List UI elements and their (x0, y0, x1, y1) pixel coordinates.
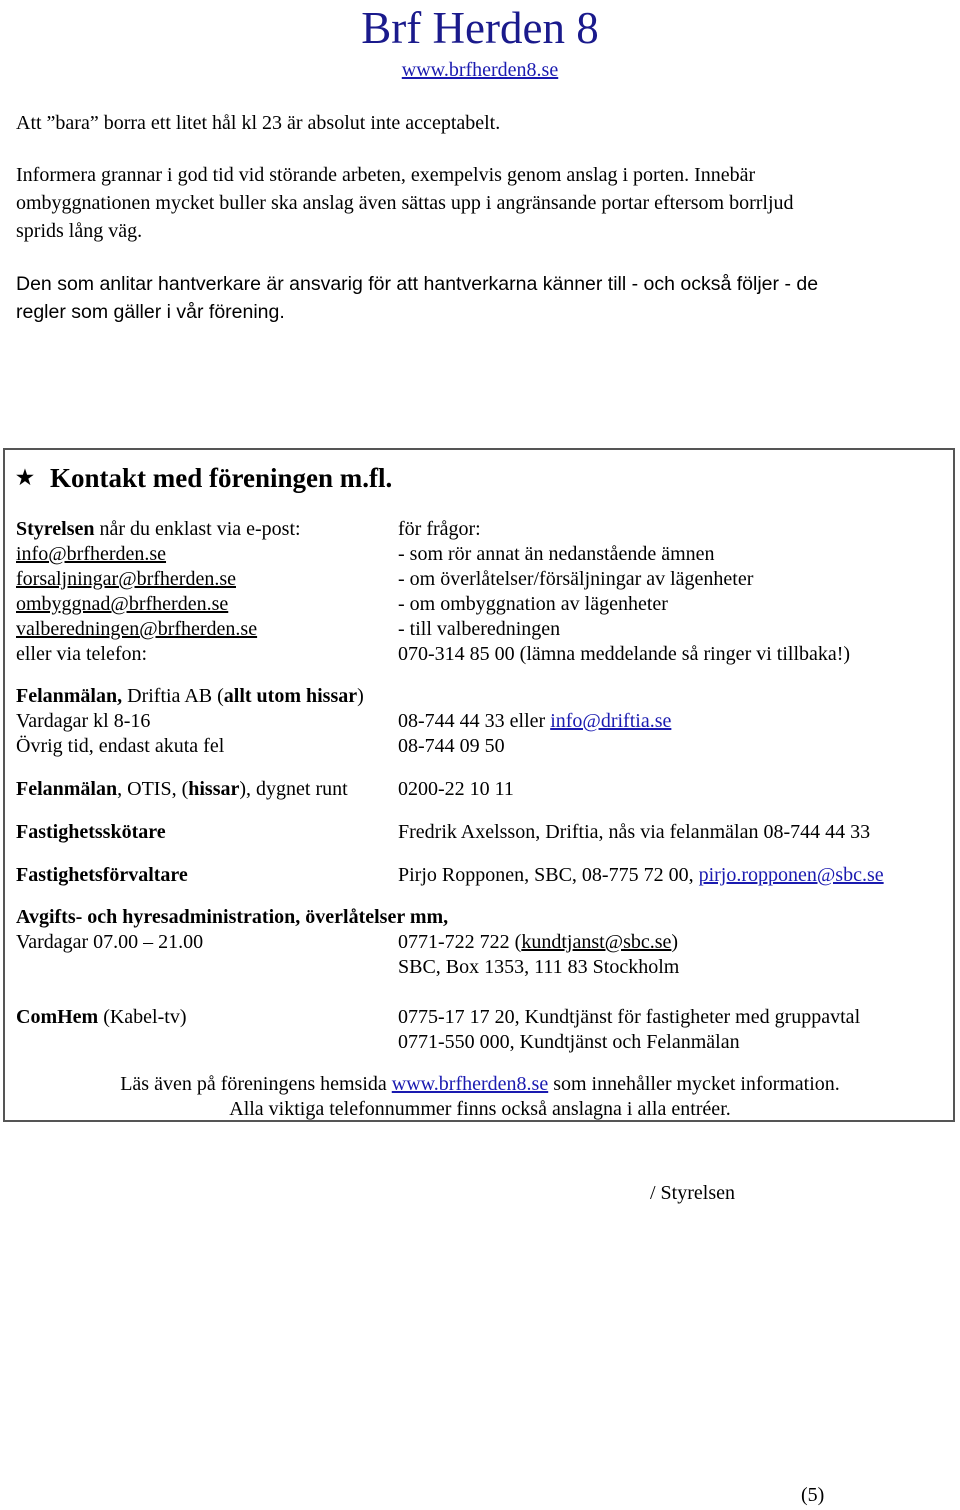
purpose-valberedningen: - till valberedningen (398, 618, 561, 640)
fastighetsforvaltare-value (398, 863, 884, 888)
otis-felanmalan-bold: Felanmälan (16, 778, 118, 800)
intro-paragraph-2-line-1: Informera grannar i god tid vid störande arbeten, exempelvis genom anslag i porten. Innebär (16, 164, 756, 186)
footer-line-1-post: som innehåller mycket information. (548, 1073, 840, 1095)
avgifts-phone (398, 930, 678, 955)
phone-label: eller via telefon: (16, 643, 148, 665)
fastighetsforvaltare-email-link[interactable]: pirjo.ropponen@sbc.se (698, 864, 884, 886)
for-fragor-label: för frågor: (398, 518, 481, 540)
felanmalan-driftia-text: Driftia AB ( (122, 685, 224, 707)
comhem-line-1: 0775-17 17 20, Kundtjänst för fastigheter med gruppavtal (398, 1006, 861, 1028)
fastighetsskotare-value: Fredrik Axelsson, Driftia, nås via felanmälan 08-744 44 33 (398, 821, 871, 843)
driftia-other-label: Övrig tid, endast akuta fel (16, 735, 225, 757)
avgifts-phone-end: ) (671, 931, 679, 953)
purpose-ombyggnad: - om ombyggnation av lägenheter (398, 593, 668, 615)
contact-heading-text: Kontakt med föreningen m.fl. (50, 463, 393, 493)
comhem-label (16, 1005, 187, 1030)
signature: / Styrelsen (650, 1182, 735, 1204)
driftia-weekday-label: Vardagar kl 8-16 (16, 710, 151, 732)
allt-utom-hissar: allt utom hissar (223, 685, 358, 707)
otis-mid: , OTIS, ( (117, 778, 189, 800)
driftia-other-value: 08-744 09 50 (398, 735, 505, 757)
felanmalan-bold: Felanmälan, (16, 685, 123, 707)
comhem-line-2: 0771-550 000, Kundtjänst och Felanmälan (398, 1031, 740, 1053)
footer-line-2: Alla viktiga telefonnummer finns också anslagna i alla entréer. (229, 1098, 731, 1120)
footer-line-1-pre: Läs även på föreningens hemsida (120, 1073, 392, 1095)
email-valberedningen[interactable]: valberedningen@brfherden.se (16, 618, 258, 640)
comhem-rest: (Kabel-tv) (98, 1006, 187, 1028)
styrelsen-text: når du enklast via e-post: (94, 518, 301, 540)
driftia-weekday-phone: 08-744 44 33 eller (398, 710, 551, 732)
phone-value: 070-314 85 00 (lämna meddelande så ringer vi tillbaka!) (398, 643, 851, 665)
avgifts-weekday-label: Vardagar 07.00 – 21.00 (16, 931, 204, 953)
fastighetsskotare-label: Fastighetsskötare (16, 821, 166, 843)
otis-hissar: hissar (188, 778, 240, 800)
felanmalan-driftia-end: ) (357, 685, 364, 707)
page-title: Brf Herden 8 (361, 3, 599, 53)
star-icon: ★ (16, 467, 34, 489)
otis-end: ), dygnet runt (239, 778, 348, 800)
purpose-info: - som rör annat än nedanstående ämnen (398, 543, 715, 565)
styrelsen-intro (16, 517, 301, 542)
fastighetsforvaltare-text: Pirjo Ropponen, SBC, 08-775 72 00, (398, 864, 699, 886)
otis-label (16, 777, 348, 802)
driftia-weekday-value (398, 709, 671, 734)
avgifts-heading: Avgifts- och hyresadministration, överlåtelser mm, (16, 906, 449, 928)
intro-paragraph-2-line-2: ombyggnationen mycket buller ska anslag även sättas upp i angränsande portar eftersom borrljud (16, 192, 794, 214)
intro-paragraph-3-line-1: Den som anlitar hantverkare är ansvarig för att hantverkarna känner till - och också följer - de (16, 273, 819, 295)
contact-heading (16, 462, 392, 497)
footer-website-link[interactable]: www.brfherden8.se (391, 1073, 549, 1095)
avgifts-email-link[interactable]: kundtjanst@sbc.se (521, 931, 672, 953)
purpose-forsaljningar: - om överlåtelser/försäljningar av lägenheter (398, 568, 754, 590)
website-link[interactable]: www.brfherden8.se (401, 59, 559, 81)
otis-value: 0200-22 10 11 (398, 778, 514, 800)
footer-line-1 (0, 1072, 960, 1097)
felanmalan-driftia-label (16, 684, 364, 709)
avgifts-phone-number: 0771-722 722 ( (398, 931, 522, 953)
comhem-bold: ComHem (16, 1006, 99, 1028)
email-forsaljningar[interactable]: forsaljningar@brfherden.se (16, 568, 236, 590)
styrelsen-label: Styrelsen (16, 518, 95, 540)
page-number: (5) (801, 1484, 825, 1506)
intro-paragraph-2-line-3: sprids lång väg. (16, 220, 143, 242)
intro-paragraph-3-line-2: regler som gäller i vår förening. (16, 301, 285, 323)
email-info[interactable]: info@brfherden.se (16, 543, 167, 565)
email-ombyggnad[interactable]: ombyggnad@brfherden.se (16, 593, 229, 615)
avgifts-address: SBC, Box 1353, 111 83 Stockholm (398, 956, 680, 978)
fastighetsforvaltare-label: Fastighetsförvaltare (16, 864, 188, 886)
intro-paragraph-1: Att ”bara” borra ett litet hål kl 23 är absolut inte acceptabelt. (16, 112, 501, 134)
driftia-email-link[interactable]: info@driftia.se (550, 710, 672, 732)
